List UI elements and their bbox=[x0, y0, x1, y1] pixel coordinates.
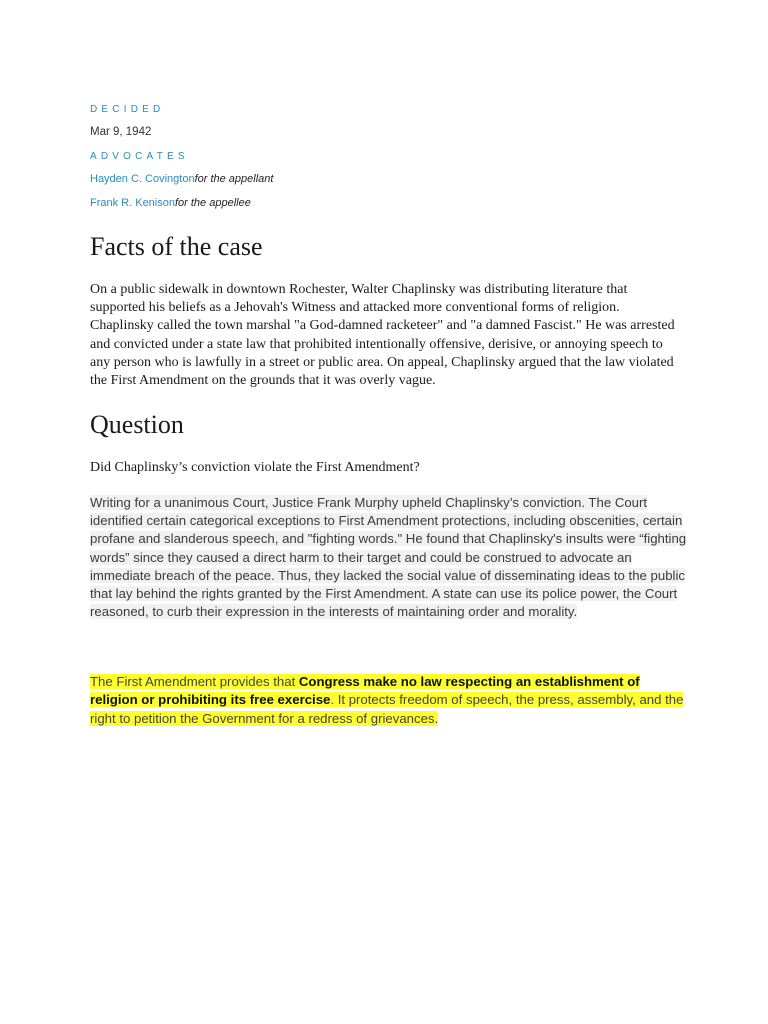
amendment-rest: . It protects freedom of speech, the press, assembly, and the right to petition the Government for a redress of grievances. bbox=[90, 692, 684, 726]
amendment-intro: The First Amendment provides that bbox=[90, 674, 299, 689]
facts-paragraph: On a public sidewalk in downtown Rochester, Walter Chaplinsky was distributing literature that supported his beliefs as a Jehovah's Witness and attacked more conventional forms of religion. Chaplinsky called the town marshal "a God-damned racketeer" and "a damned Fascist." He was arrested and convicted under a state law that prohibited intentionally offensive, derisive, or annoying speech to any person who is lawfully in a street or public area. On appeal, Chaplinsky argued that the law violated the First Amendment on the grounds that it was overly vague. bbox=[90, 282, 675, 389]
first-amendment-note bbox=[90, 673, 690, 728]
advocate-role-appellant: for the appellant bbox=[194, 173, 274, 185]
facts-heading: Facts of the case bbox=[90, 232, 263, 261]
advocate-appellant bbox=[90, 173, 273, 185]
conclusion-paragraph bbox=[90, 494, 690, 621]
advocate-role-appellee: for the appellee bbox=[174, 197, 251, 209]
question-heading: Question bbox=[90, 410, 184, 439]
advocate-link-kenison[interactable]: Frank R. Kenison bbox=[90, 197, 175, 209]
decided-date: Mar 9, 1942 bbox=[90, 126, 152, 138]
advocate-link-covington[interactable]: Hayden C. Covington bbox=[90, 173, 195, 185]
advocate-appellee bbox=[90, 197, 251, 209]
conclusion-text: Writing for a unanimous Court, Justice Frank Murphy upheld Chaplinsky’s conviction. The Court identified certain categorical exceptions to First Amendment protections, including obscenities, certain profane and slanderous speech, and "fighting words." He found that Chaplinsky's insults were “fighting words” since they caused a direct harm to their target and could be construed to advocate an immediate breach of the peace. Thus, they lacked the social value of disseminating ideas to the public that lay behind the rights granted by the First Amendment. A state can use its police power, the Court reasoned, to curb their expression in the interests of maintaining order and morality. bbox=[90, 495, 687, 620]
amendment-bold-clause: Congress make no law respecting an establishment of religion or prohibiting its free exercise bbox=[90, 674, 640, 708]
decided-label: DECIDED bbox=[90, 104, 165, 115]
question-paragraph: Did Chaplinsky’s conviction violate the First Amendment? bbox=[90, 460, 420, 475]
advocates-label: ADVOCATES bbox=[90, 151, 189, 162]
